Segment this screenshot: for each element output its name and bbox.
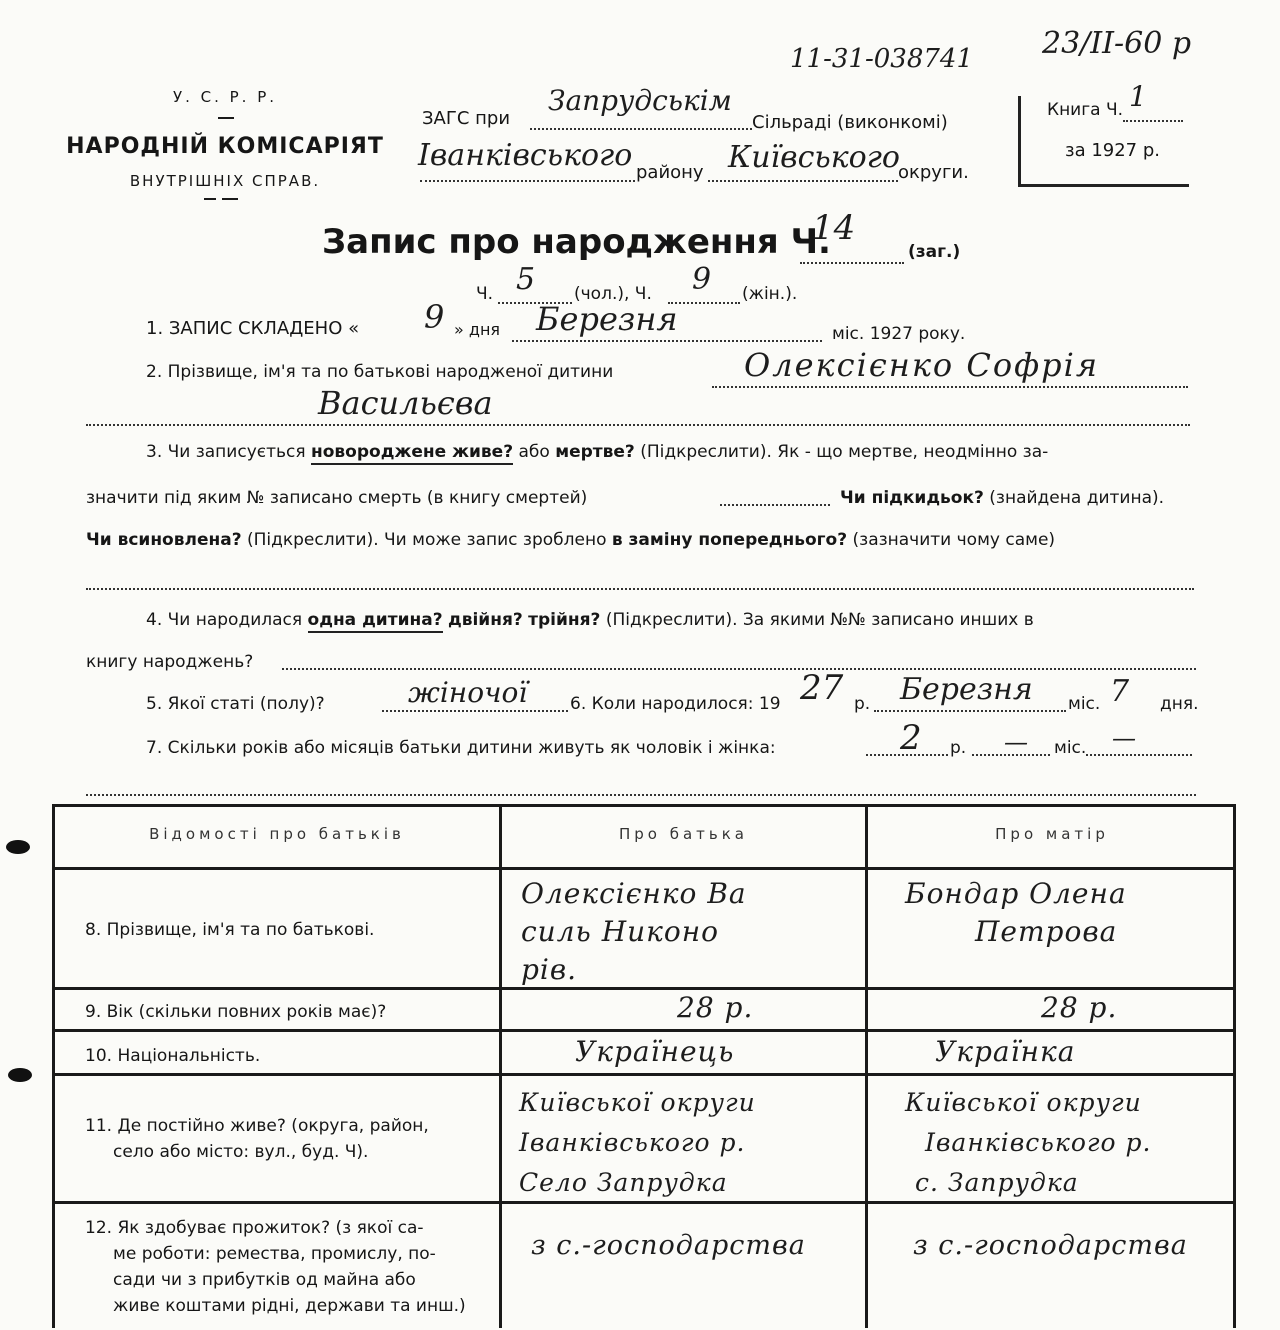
okrug-label: округи. [898, 162, 969, 183]
female-count: 9 [692, 262, 712, 297]
fill-line [512, 340, 822, 342]
archive-date: 23/ІІ-60 р [1042, 26, 1192, 61]
field7-label: 7. Скільки років або місяців батьки дитини живуть як чоловік і жінка: [146, 738, 776, 758]
year-suffix: р. [854, 694, 871, 714]
header-parents-info: Відомості про батьків [149, 825, 405, 843]
header-father: Про батька [618, 825, 749, 843]
birth-year: 27 [800, 668, 844, 708]
fill-line [708, 180, 898, 182]
binder-mark [8, 1068, 32, 1082]
fill-line [800, 262, 904, 264]
field3-line1: 3. Чи записується новороджене живе? або мертве? (Підкреслити). Як - що мертве, неодмінно за- [146, 442, 1048, 462]
marriage-years: 2 [900, 718, 922, 758]
fill-line [86, 424, 1190, 426]
field4-line1: 4. Чи народилася одна дитина? двійня? трійня? (Підкреслити). За якими №№ записано инших в [146, 610, 1034, 630]
birth-day: 7 [1110, 674, 1130, 709]
mother-livelihood: з с.-господарства [913, 1230, 1188, 1261]
fill-line [874, 710, 1066, 712]
record-number: 14 [812, 208, 856, 248]
row-label-nationality: 10. Національність. [85, 1046, 261, 1066]
state-name: У. С. Р. Р. [172, 88, 278, 106]
mother-residence: Київської округи Іванківського р. с. Запрудка [905, 1088, 1152, 1197]
header-mother: Про матір [995, 825, 1109, 843]
selrada-label: Сільраді (виконкомі) [752, 112, 948, 133]
column-divider [865, 807, 868, 1328]
father-age: 28 р. [677, 991, 754, 1024]
fill-line [720, 504, 830, 506]
department-name: ВНУТРІШНІХ СПРАВ. [129, 172, 321, 190]
fill-line [86, 794, 1196, 796]
divider [218, 117, 234, 119]
okrug-name: Київського [728, 140, 900, 175]
marriage-months: — [1004, 728, 1028, 756]
father-residence: Київської округи Іванківського р. Село Запрудка [519, 1088, 756, 1197]
years-suffix: р. [950, 738, 967, 758]
row-divider [55, 1073, 1233, 1076]
foundling-option: Чи підкидьок? [840, 488, 984, 508]
field1-day: 9 [424, 298, 445, 336]
adopted-option: Чи всиновлена? [86, 530, 242, 550]
alive-option: новороджене живе? [311, 442, 513, 465]
mother-nationality: Українка [935, 1035, 1076, 1068]
fill-line [86, 588, 1194, 590]
birth-month: Березня [900, 672, 1033, 707]
page-title: Запис про народження Ч. [322, 222, 831, 262]
months-extra: — [1112, 724, 1136, 752]
binder-mark [6, 840, 30, 854]
book-label: Книга Ч. [1047, 100, 1124, 120]
row-label-age: 9. Вік (скільки повних років має)? [85, 1002, 387, 1022]
male-label: (чол.), Ч. [574, 284, 652, 304]
parents-table [52, 804, 1236, 1328]
child-patronymic: Васильєва [318, 384, 493, 422]
archive-number: 11-31-038741 [790, 44, 973, 74]
fill-line [1123, 120, 1183, 122]
father-livelihood: з с.-господарства [531, 1230, 806, 1261]
total-label: (заг.) [908, 242, 961, 262]
commissariat-name: НАРОДНІЙ КОМІСАРІЯТ [66, 134, 384, 159]
field2-label: 2. Прізвище, ім'я та по батькові народженої дитини [146, 362, 614, 382]
field1-year: міс. 1927 року. [832, 324, 966, 344]
zags-village: Запрудськім [548, 84, 732, 117]
fill-line [668, 302, 740, 304]
fill-line [282, 668, 1196, 670]
divider [222, 198, 238, 200]
male-count: 5 [516, 262, 536, 297]
one-child-option: одна дитина? [308, 610, 443, 633]
divider [204, 198, 216, 200]
field4-line2: книгу народжень? [86, 652, 254, 672]
ch-prefix: Ч. [476, 284, 494, 304]
fill-line [530, 128, 752, 130]
field1-month: Березня [536, 300, 678, 338]
book-box [1018, 80, 1189, 187]
row-label-livelihood: 12. Як здобуває прожиток? (з якої са- ме роботи: ремества, промислу, по- сади чи з прибутків од майна або живе коштами рідні, держави та инш.) [85, 1218, 466, 1316]
dead-option: мертве? [555, 442, 635, 462]
field3-line3: Чи всиновлена? (Підкреслити). Чи може запис зроблено в заміну попереднього? (зазначити чому саме) [86, 530, 1056, 550]
field5-label: 5. Якої статі (полу)? [146, 694, 325, 714]
field3-line2: значити під яким № записано смерть (в книгу смертей) [86, 488, 588, 508]
row-label-name: 8. Прізвище, ім'я та по батькові. [85, 920, 375, 940]
field1-label: 1. ЗАПИС СКЛАДЕНО « [146, 318, 360, 339]
district-name: Іванківського [418, 138, 633, 173]
month-suffix: міс. [1068, 694, 1101, 714]
book-number: 1 [1129, 80, 1147, 113]
field3-line2-b: Чи підкидьок? (знайдена дитина). [840, 488, 1165, 508]
day-suffix: дня. [1160, 694, 1199, 714]
field1-day-label: » дня [454, 320, 501, 339]
column-divider [499, 807, 502, 1328]
row-divider [55, 1029, 1233, 1032]
twins-option: двійня? [447, 610, 523, 630]
replacement-option: в заміну попереднього? [611, 530, 848, 550]
mother-name: Бондар Олена Петрова [905, 877, 1127, 948]
female-label: (жін.). [742, 284, 798, 304]
triplets-option: трійня? [528, 610, 601, 630]
fill-line [1086, 754, 1192, 756]
fill-line [382, 710, 568, 712]
district-label: району [636, 162, 704, 183]
fill-line [420, 180, 635, 182]
fill-line [712, 386, 1188, 388]
father-nationality: Українець [575, 1035, 735, 1068]
mother-age: 28 р. [1041, 991, 1118, 1024]
field6-label: 6. Коли народилося: 19 [570, 694, 781, 714]
row-divider [55, 867, 1233, 870]
child-sex: жіночої [408, 676, 528, 709]
book-year: за 1927 р. [1065, 140, 1161, 161]
zags-prefix: ЗАГС при [422, 108, 511, 129]
row-label-residence: 11. Де постійно живе? (округа, район, село або місто: вул., буд. Ч). [85, 1116, 429, 1162]
months-suffix: міс. [1054, 738, 1087, 758]
child-name: Олексієнко Софрія [744, 346, 1100, 384]
father-name: Олексієнко Ва силь Никоно рів. [521, 877, 747, 986]
